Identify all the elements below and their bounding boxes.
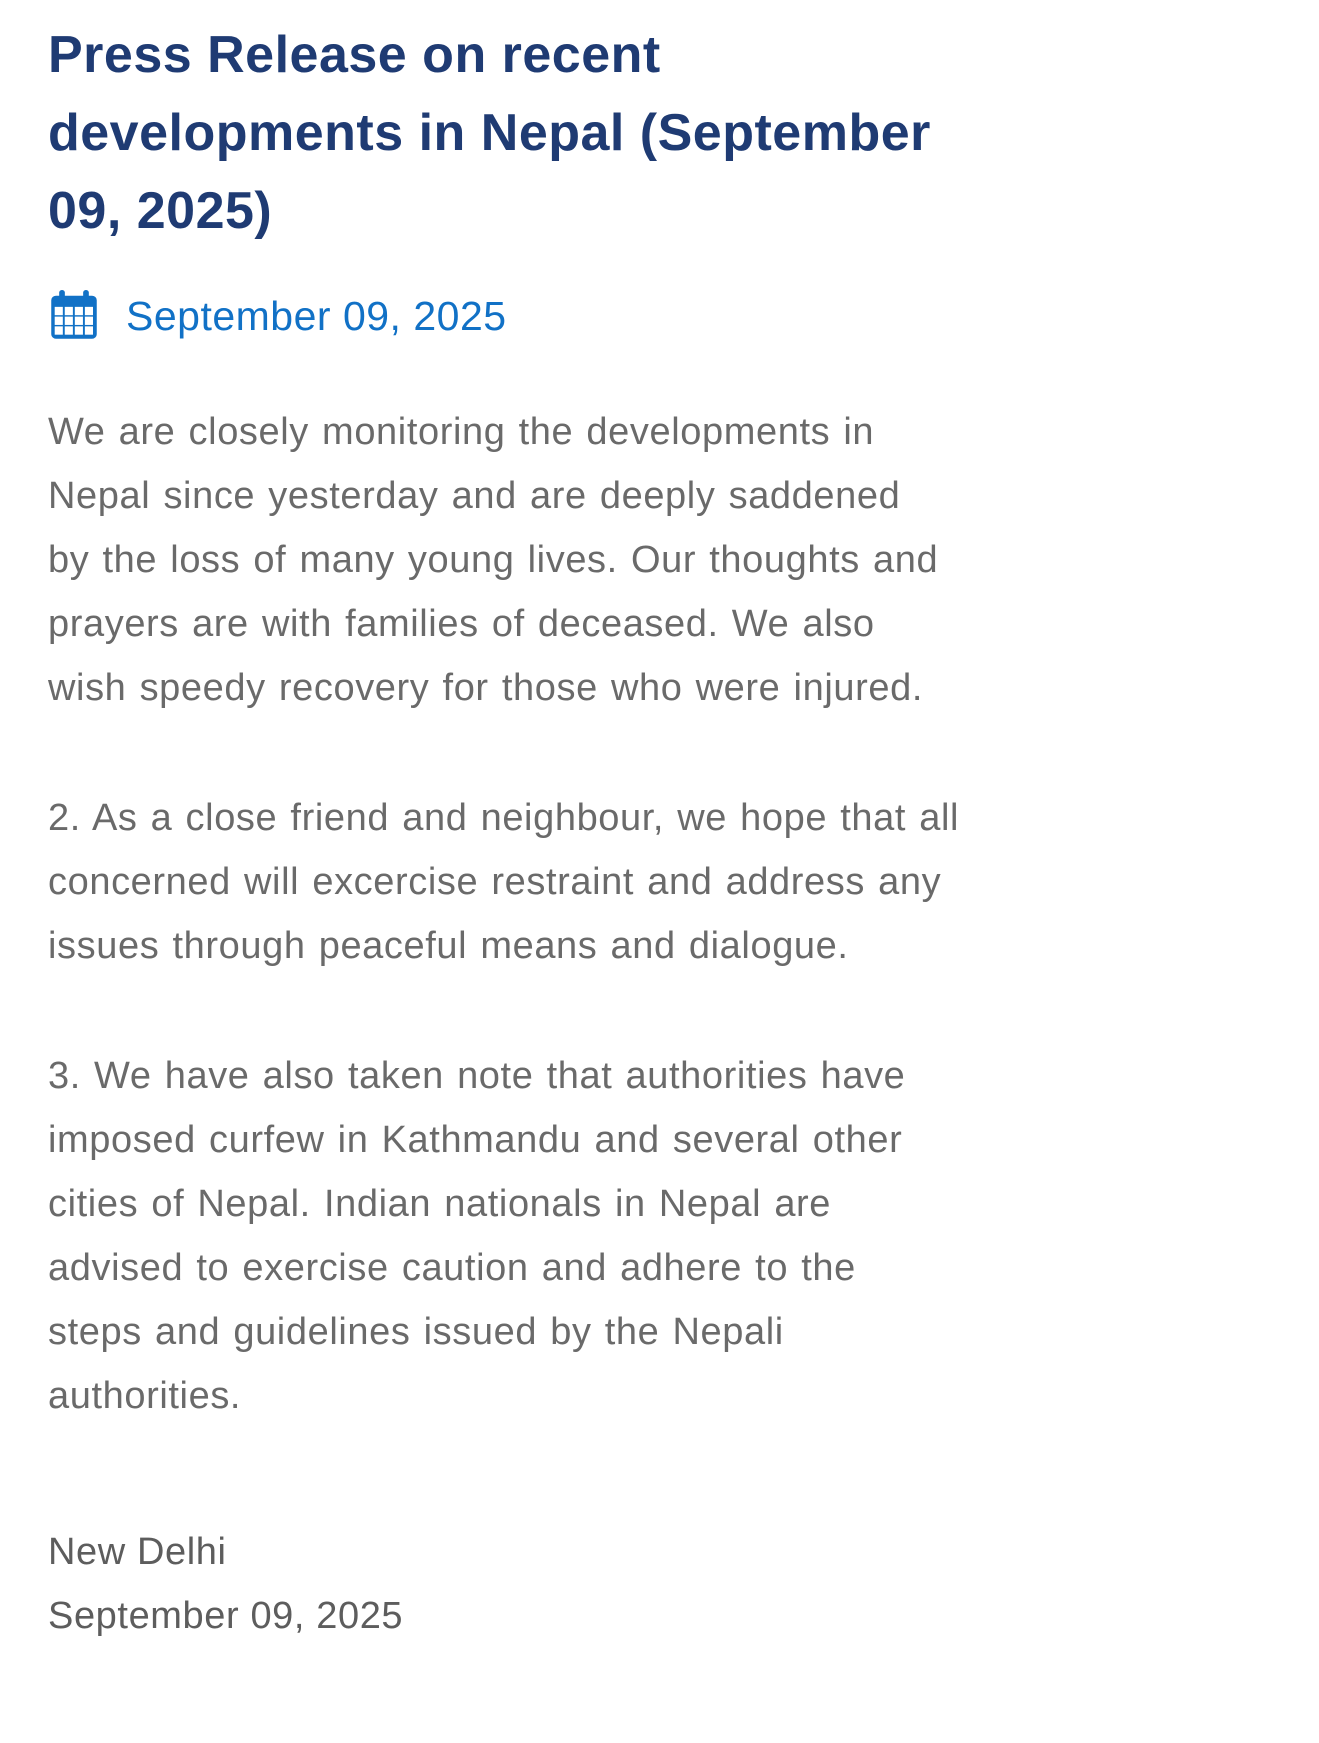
page-title: Press Release on recent developments in Nepal (September 09, 2025) — [48, 26, 931, 240]
signoff-block — [48, 1520, 1279, 1658]
paragraph-3: 3. We have also taken note that authorities have imposed curfew in Kathmandu and several other cities of Nepal. Indian nationals in Nepal are advised to exercise caution and adhere to the steps and guidelines issued by the Nepali authorities. — [48, 1055, 906, 1417]
paragraph-1: We are closely monitoring the developments in Nepal since yesterday and are deeply saddened by the loss of many young lives. Our thoughts and prayers are with families of deceased. We also wish speedy recovery for those who were injured. — [48, 411, 939, 709]
paragraph-2: 2. As a close friend and neighbour, we hope that all concerned will excercise restraint and address any issues through peaceful means and dialogue. — [48, 797, 960, 967]
signoff-date: September 09, 2025 — [48, 1595, 404, 1637]
signoff-place: New Delhi — [48, 1531, 227, 1573]
release-date-row — [48, 290, 1279, 342]
calendar-icon — [48, 290, 100, 342]
release-date: September 09, 2025 — [126, 292, 507, 339]
